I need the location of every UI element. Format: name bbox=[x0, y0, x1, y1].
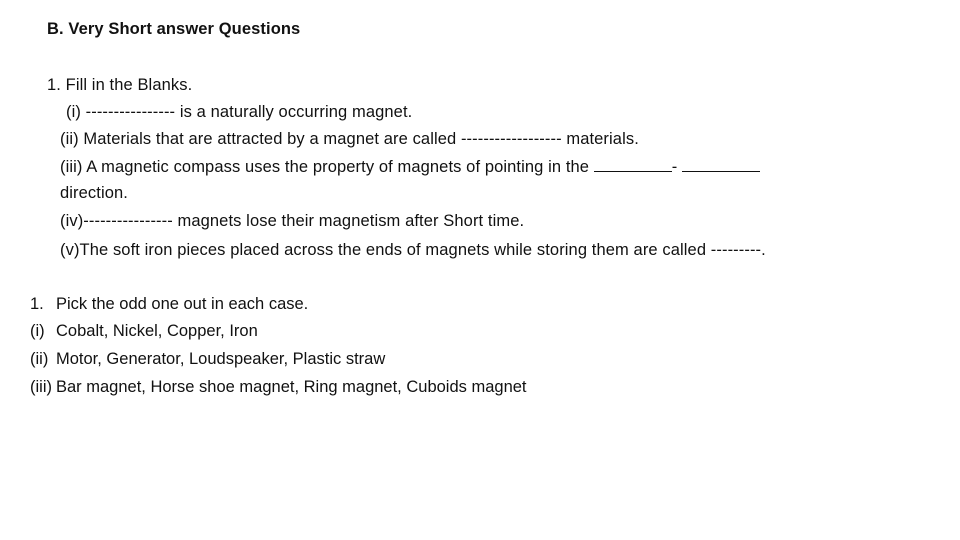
fill-blank-item-iii-continued: direction. bbox=[60, 184, 128, 202]
list-marker: (iii) bbox=[30, 378, 52, 396]
blank-line-1 bbox=[594, 157, 672, 172]
fill-blank-item-i: (i) ---------------- is a naturally occurring magnet. bbox=[66, 103, 413, 121]
blank-separator: - bbox=[671, 158, 683, 176]
list-item bbox=[30, 321, 258, 341]
list-item bbox=[30, 349, 385, 369]
list-marker: 1. bbox=[30, 295, 44, 313]
list-text: Bar magnet, Horse shoe magnet, Ring magnet, Cuboids magnet bbox=[56, 378, 527, 396]
list-text: Cobalt, Nickel, Copper, Iron bbox=[56, 322, 258, 340]
list-text: Pick the odd one out in each case. bbox=[56, 295, 309, 313]
fill-blank-item-v: (v)The soft iron pieces placed across the ends of magnets while storing them are called ---------. bbox=[60, 241, 766, 259]
list-item bbox=[30, 377, 527, 397]
list-marker: (i) bbox=[30, 322, 45, 340]
list-marker: (ii) bbox=[30, 350, 49, 368]
fill-blank-item-iv: (iv)---------------- magnets lose their magnetism after Short time. bbox=[60, 212, 525, 230]
section-heading: B. Very Short answer Questions bbox=[47, 20, 301, 38]
fill-blank-item-ii: (ii) Materials that are attracted by a magnet are called ------------------ materials. bbox=[60, 130, 639, 148]
fill-blanks-title: 1. Fill in the Blanks. bbox=[47, 76, 193, 94]
blank-line-2 bbox=[682, 157, 760, 172]
fill-blank-item-iii-text: (iii) A magnetic compass uses the property of magnets of pointing in the bbox=[60, 158, 594, 176]
list-item bbox=[30, 294, 308, 314]
fill-blank-item-iii bbox=[60, 157, 760, 177]
list-text: Motor, Generator, Loudspeaker, Plastic straw bbox=[56, 350, 386, 368]
